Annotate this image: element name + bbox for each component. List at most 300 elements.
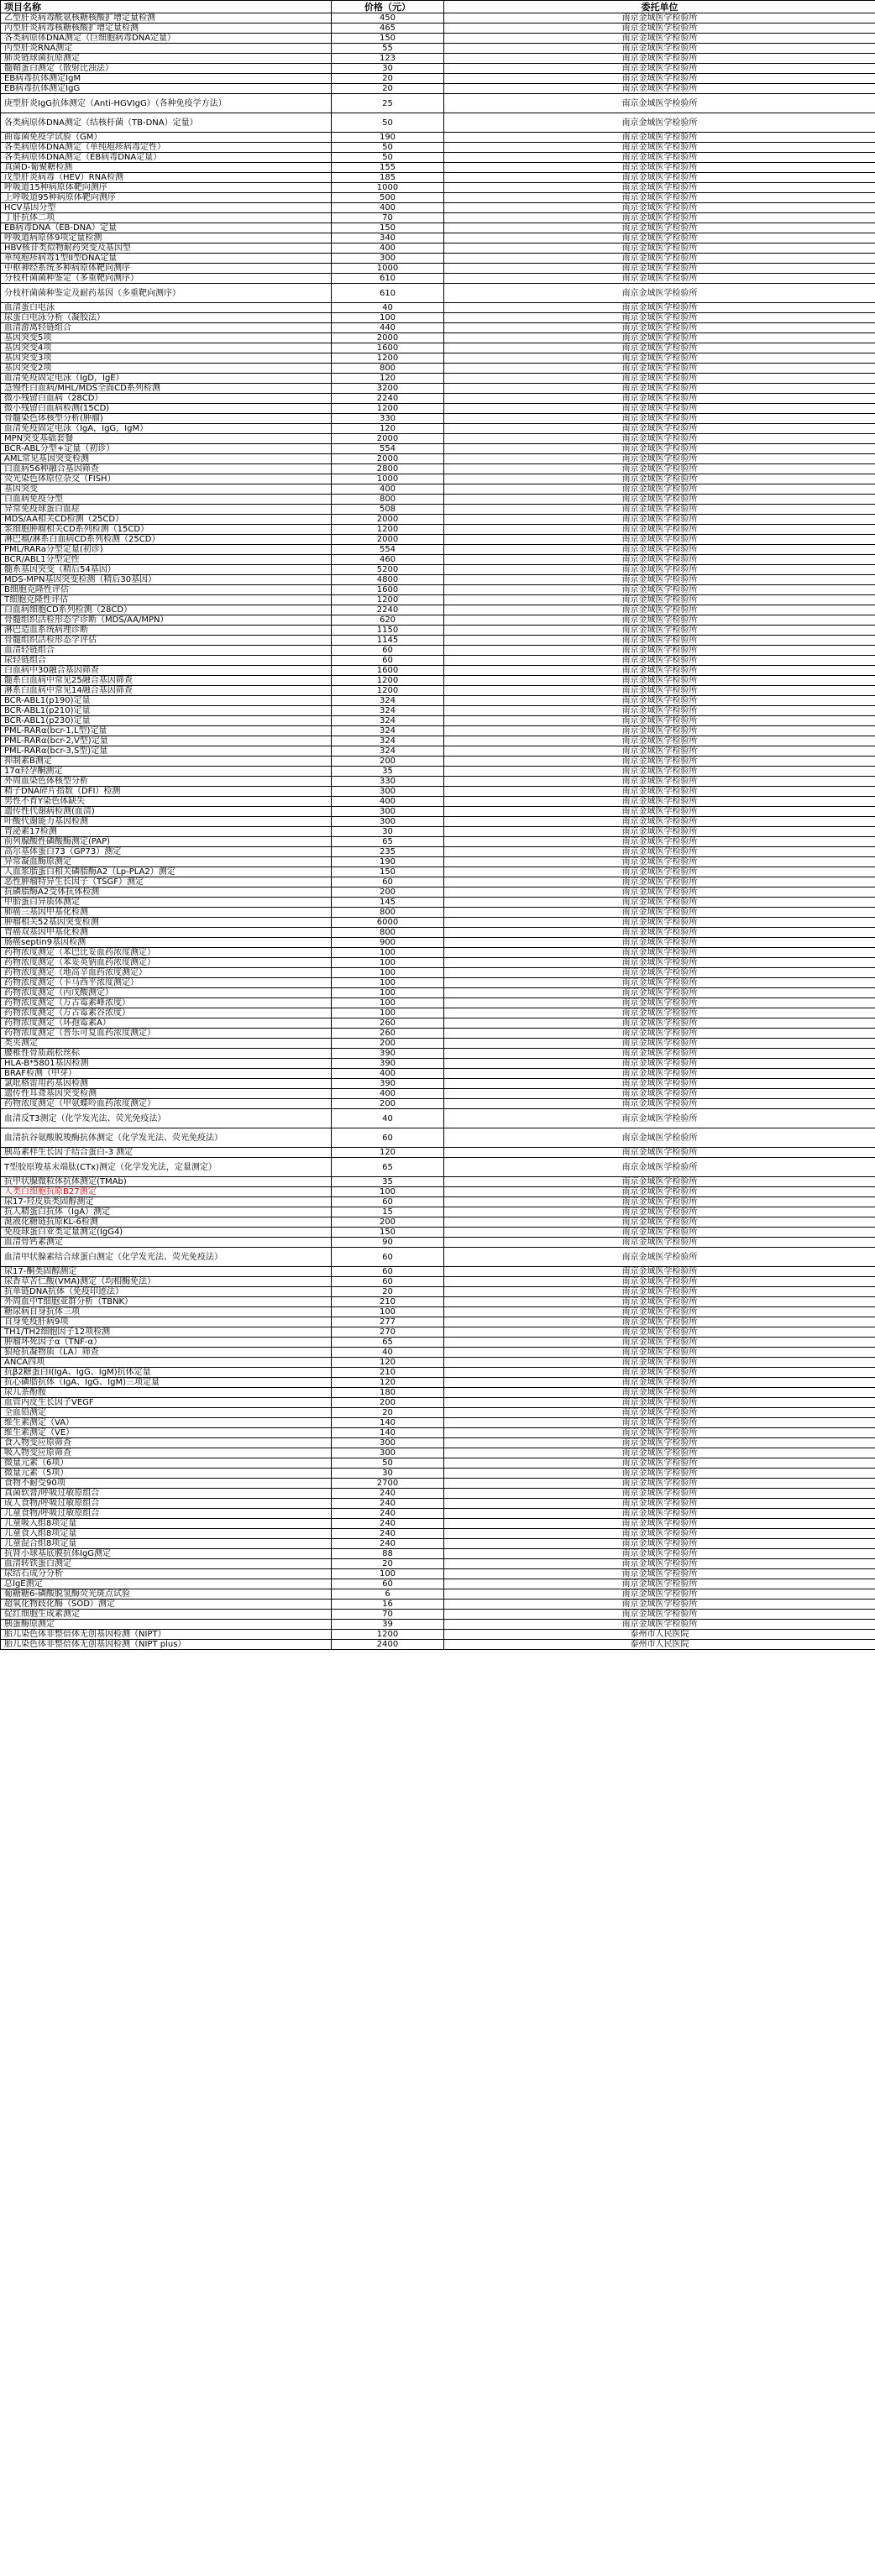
table-row [1, 434, 875, 444]
table-row [1, 817, 875, 827]
table-row [1, 1059, 875, 1069]
cell-unit: 南京金域医学检验所 [444, 515, 875, 525]
cell-price: 508 [332, 505, 444, 515]
cell-unit: 南京金域医学检验所 [444, 1287, 875, 1297]
cell-item-name: 维生素测定（VA） [1, 1418, 332, 1428]
cell-item-name: 儿童食入组8项定量 [1, 1529, 332, 1539]
cell-item-name: 微小残留白血病检测(15CD) [1, 404, 332, 414]
cell-item-name: 涎液化糖链抗原KL-6检测 [1, 1217, 332, 1228]
table-row [1, 1368, 875, 1378]
cell-price: 465 [332, 24, 444, 34]
table-row [1, 1358, 875, 1368]
table-row [1, 626, 875, 636]
cell-price: 150 [332, 223, 444, 233]
cell-price: 100 [332, 1187, 444, 1197]
cell-unit: 南京金域医学检验所 [444, 374, 875, 384]
table-row [1, 323, 875, 333]
cell-price: 60 [332, 1128, 444, 1148]
cell-item-name: 药物浓度测定（苯巴比妥血药浓度测定） [1, 948, 332, 958]
cell-price: 260 [332, 1029, 444, 1039]
cell-price: 240 [332, 1499, 444, 1509]
cell-price: 50 [332, 1458, 444, 1469]
cell-unit: 南京金域医学检验所 [444, 857, 875, 867]
cell-unit: 南京金域医学检验所 [444, 1039, 875, 1049]
cell-item-name: 促红细胞生成素测定 [1, 1610, 332, 1620]
cell-unit: 南京金域医学检验所 [444, 1079, 875, 1089]
cell-item-name: 尿结石成分分析 [1, 1569, 332, 1579]
cell-item-name: 总IgE测定 [1, 1579, 332, 1589]
cell-price: 240 [332, 1519, 444, 1529]
cell-price: 35 [332, 1177, 444, 1187]
table-row [1, 1187, 875, 1197]
table-row [1, 676, 875, 686]
table-row [1, 988, 875, 998]
cell-unit: 南京金域医学检验所 [444, 434, 875, 444]
cell-price: 554 [332, 444, 444, 454]
table-row [1, 1307, 875, 1317]
cell-unit: 南京金域医学检验所 [444, 1519, 875, 1529]
table-row [1, 1479, 875, 1489]
cell-item-name: 血清轻链组合 [1, 646, 332, 656]
cell-price: 800 [332, 495, 444, 505]
cell-item-name: 人类白细胞抗原B27测定 [1, 1187, 332, 1197]
cell-item-name: 呼吸道15种病原体靶向测序 [1, 183, 332, 193]
cell-price: 2000 [332, 515, 444, 525]
cell-unit: 南京金域医学检验所 [444, 1579, 875, 1589]
cell-item-name: AML常见基因突变检测 [1, 454, 332, 464]
table-row [1, 394, 875, 404]
cell-price: 4800 [332, 575, 444, 585]
cell-unit: 南京金域医学检验所 [444, 636, 875, 646]
table-row [1, 716, 875, 726]
cell-unit: 南京金域医学检验所 [444, 1469, 875, 1479]
cell-unit: 南京金域医学检验所 [444, 706, 875, 716]
cell-price: 200 [332, 887, 444, 898]
table-row [1, 827, 875, 837]
cell-item-name: 甲胎蛋白异质体测定 [1, 898, 332, 908]
cell-item-name: 微量元素（6项） [1, 1458, 332, 1469]
cell-price: 235 [332, 847, 444, 857]
table-row [1, 133, 875, 143]
cell-item-name: 呼吸道病原体9项定量检测 [1, 233, 332, 243]
cell-unit: 南京金域医学检验所 [444, 837, 875, 847]
cell-item-name: BCR/ABL1分型定性 [1, 555, 332, 565]
table-row [1, 1388, 875, 1398]
table-row [1, 1267, 875, 1277]
cell-price: 100 [332, 988, 444, 998]
table-row [1, 113, 875, 133]
cell-item-name: 异常凝血酶原测定 [1, 857, 332, 867]
cell-item-name: 胰蛋酶原测定 [1, 1620, 332, 1630]
cell-unit: 南京金域医学检验所 [444, 1148, 875, 1158]
cell-price: 120 [332, 374, 444, 384]
cell-item-name: 外周血中T细胞亚群分析（TBNK） [1, 1297, 332, 1307]
cell-item-name: 胎儿染色体非整倍体无创基因检测（NIPT plus） [1, 1640, 332, 1650]
cell-price: 200 [332, 1398, 444, 1408]
cell-unit: 南京金域医学检验所 [444, 484, 875, 495]
cell-unit: 南京金域医学检验所 [444, 988, 875, 998]
cell-unit: 南京金域医学检验所 [444, 1348, 875, 1358]
cell-price: 100 [332, 968, 444, 978]
cell-unit: 南京金域医学检验所 [444, 1489, 875, 1499]
cell-unit: 南京金域医学检验所 [444, 1428, 875, 1438]
table-row [1, 555, 875, 565]
cell-unit: 南京金域医学检验所 [444, 163, 875, 173]
cell-unit: 南京金域医学检验所 [444, 1529, 875, 1539]
table-row [1, 1099, 875, 1109]
cell-unit: 南京金域医学检验所 [444, 1109, 875, 1128]
table-row [1, 797, 875, 807]
cell-unit: 南京金域医学检验所 [444, 1338, 875, 1348]
table-row [1, 1039, 875, 1049]
cell-price: 100 [332, 998, 444, 1008]
table-row [1, 1589, 875, 1600]
cell-item-name: 血清甲状腺素结合球蛋白测定（化学发光法、荧光免疫法） [1, 1248, 332, 1267]
table-row [1, 686, 875, 696]
table-row [1, 1458, 875, 1469]
cell-unit: 南京金域医学检验所 [444, 1277, 875, 1287]
cell-item-name: 抗单链DNA抗体（免疫印迹法） [1, 1287, 332, 1297]
cell-unit: 南京金域医学检验所 [444, 424, 875, 434]
table-row [1, 837, 875, 847]
cell-unit: 南京金域医学检验所 [444, 1398, 875, 1408]
cell-item-name: 血清游离轻链组合 [1, 323, 332, 333]
cell-item-name: 急慢性白血病/MHL/MDS全面CD系列检测 [1, 384, 332, 394]
cell-price: 440 [332, 323, 444, 333]
cell-unit: 南京金域医学检验所 [444, 1589, 875, 1600]
cell-price: 400 [332, 1089, 444, 1099]
table-row [1, 1408, 875, 1418]
cell-item-name: 尿17-酮类固醇测定 [1, 1267, 332, 1277]
table-row [1, 1438, 875, 1448]
cell-unit: 南京金域医学检验所 [444, 1197, 875, 1207]
cell-price: 277 [332, 1317, 444, 1327]
table-row [1, 857, 875, 867]
cell-price: 100 [332, 948, 444, 958]
table-row [1, 978, 875, 988]
cell-item-name: 恶性肿瘤特异生长因子（TSGF）测定 [1, 877, 332, 887]
table-row [1, 153, 875, 163]
cell-item-name: 血清抗谷氨酸脱羧酶抗体测定（化学发光法、荧光免疫法） [1, 1128, 332, 1148]
cell-price: 1200 [332, 404, 444, 414]
cell-price: 50 [332, 153, 444, 163]
cell-unit: 南京金域医学检验所 [444, 867, 875, 877]
cell-unit: 南京金域医学检验所 [444, 978, 875, 988]
table-row [1, 746, 875, 757]
cell-unit: 南京金域医学检验所 [444, 233, 875, 243]
cell-unit: 南京金域医学检验所 [444, 827, 875, 837]
cell-price: 20 [332, 1287, 444, 1297]
cell-price: 40 [332, 1109, 444, 1128]
cell-unit: 南京金域医学检验所 [444, 1207, 875, 1217]
cell-price: 400 [332, 484, 444, 495]
cell-price: 1000 [332, 183, 444, 193]
cell-item-name: 抑制素B测定 [1, 757, 332, 767]
cell-item-name: 白血病中30融合基因筛查 [1, 666, 332, 676]
cell-unit: 南京金域医学检验所 [444, 1029, 875, 1039]
cell-price: 60 [332, 656, 444, 666]
cell-price: 390 [332, 1049, 444, 1059]
cell-item-name: 男性不育Y染色体缺失 [1, 797, 332, 807]
table-row [1, 353, 875, 364]
cell-unit: 南京金域医学检验所 [444, 605, 875, 615]
cell-item-name: 氯吡格雷用药基因检测 [1, 1079, 332, 1089]
table-row [1, 1297, 875, 1307]
cell-price: 40 [332, 1348, 444, 1358]
cell-item-name: 腰椎性骨质疏松丝标 [1, 1049, 332, 1059]
cell-unit: 南京金域医学检验所 [444, 666, 875, 676]
cell-price: 610 [332, 284, 444, 303]
cell-item-name: 白血病免疫分型 [1, 495, 332, 505]
cell-item-name: 药物浓度测定（万古霉素谷浓度） [1, 1008, 332, 1018]
cell-item-name: 曲霉菌免疫学试验（GM） [1, 133, 332, 143]
cell-unit: 南京金域医学检验所 [444, 746, 875, 757]
table-row [1, 173, 875, 183]
cell-unit: 泰州市人民医院 [444, 1640, 875, 1650]
cell-price: 100 [332, 978, 444, 988]
cell-unit: 南京金域医学检验所 [444, 1177, 875, 1187]
cell-item-name: 药物浓度测定（苯妥英钠血药浓度测定） [1, 958, 332, 968]
table-row [1, 1418, 875, 1428]
cell-item-name: T细胞克隆性评估 [1, 595, 332, 605]
cell-item-name: 各类病原体DNA测定（结核杆菌（TB-DNA）定量） [1, 113, 332, 133]
cell-price: 2700 [332, 1479, 444, 1489]
cell-unit: 南京金域医学检验所 [444, 303, 875, 313]
cell-unit: 南京金域医学检验所 [444, 938, 875, 948]
cell-unit: 南京金域医学检验所 [444, 847, 875, 857]
table-row [1, 94, 875, 113]
table-row [1, 24, 875, 34]
cell-unit: 南京金域医学检验所 [444, 343, 875, 353]
cell-item-name: 各类病原体DNA测定（单纯疱疹病毒定性） [1, 143, 332, 153]
cell-unit: 南京金域医学检验所 [444, 656, 875, 666]
cell-unit: 南京金域医学检验所 [444, 595, 875, 605]
cell-price: 900 [332, 938, 444, 948]
cell-unit: 南京金域医学检验所 [444, 74, 875, 84]
cell-unit: 南京金域医学检验所 [444, 264, 875, 274]
cell-item-name: 儿童吸入组8项定量 [1, 1519, 332, 1529]
table-row [1, 303, 875, 313]
cell-price: 2240 [332, 605, 444, 615]
cell-price: 5200 [332, 565, 444, 575]
cell-unit: 南京金域医学检验所 [444, 646, 875, 656]
table-row [1, 1489, 875, 1499]
cell-unit: 南京金域医学检验所 [444, 153, 875, 163]
table-row [1, 938, 875, 948]
cell-item-name: 药物浓度测定（甲氨蝶呤血药浓度测定） [1, 1099, 332, 1109]
cell-unit: 南京金域医学检验所 [444, 1549, 875, 1559]
cell-unit: 南京金域医学检验所 [444, 777, 875, 787]
cell-unit: 南京金域医学检验所 [444, 414, 875, 424]
table-row [1, 1128, 875, 1148]
cell-item-name: 免疫球蛋白亚类定量测定(IgG4) [1, 1228, 332, 1238]
cell-price: 3200 [332, 384, 444, 394]
table-row [1, 1217, 875, 1228]
cell-price: 123 [332, 54, 444, 64]
cell-item-name: 基因突变3项 [1, 353, 332, 364]
cell-unit: 南京金域医学检验所 [444, 1569, 875, 1579]
table-row [1, 1148, 875, 1158]
cell-item-name: 血清转铁蛋白测定 [1, 1559, 332, 1569]
cell-price: 140 [332, 1428, 444, 1438]
cell-item-name: 精子DNA碎片指数（DFI）检测 [1, 787, 332, 797]
cell-unit: 南京金域医学检验所 [444, 394, 875, 404]
cell-item-name: 分枝杆菌菌种鉴定（多重靶向测序） [1, 274, 332, 284]
cell-unit: 南京金域医学检验所 [444, 1408, 875, 1418]
cell-unit: 南京金域医学检验所 [444, 887, 875, 898]
cell-price: 1150 [332, 626, 444, 636]
table-row [1, 1569, 875, 1579]
table-body [1, 13, 875, 1650]
cell-price: 400 [332, 797, 444, 807]
cell-unit: 南京金域医学检验所 [444, 505, 875, 515]
cell-price: 70 [332, 1610, 444, 1620]
cell-price: 60 [332, 1579, 444, 1589]
cell-item-name: BCR-ABL1(p230)定量 [1, 716, 332, 726]
cell-unit: 南京金域医学检验所 [444, 1509, 875, 1519]
cell-price: 65 [332, 837, 444, 847]
cell-unit: 南京金域医学检验所 [444, 626, 875, 636]
table-row [1, 636, 875, 646]
cell-unit: 南京金域医学检验所 [444, 1238, 875, 1248]
cell-price: 20 [332, 1559, 444, 1569]
cell-unit: 南京金域医学检验所 [444, 213, 875, 223]
cell-item-name: TH1/TH2细胞因子12项检测 [1, 1327, 332, 1338]
cell-item-name: 儿童食物/呼吸过敏原组合 [1, 1509, 332, 1519]
cell-price: 25 [332, 94, 444, 113]
table-row [1, 505, 875, 515]
cell-item-name: 17α羟孕酮测定 [1, 767, 332, 777]
cell-unit: 南京金域医学检验所 [444, 464, 875, 474]
cell-item-name: 血清骨钙素测定 [1, 1238, 332, 1248]
table-row [1, 958, 875, 968]
cell-unit: 南京金域医学检验所 [444, 676, 875, 686]
table-row [1, 374, 875, 384]
cell-price: 2000 [332, 535, 444, 545]
cell-price: 6 [332, 1589, 444, 1600]
table-row [1, 1338, 875, 1348]
table-row [1, 1029, 875, 1039]
table-row [1, 847, 875, 857]
cell-item-name: 外周血染色体核型分析 [1, 777, 332, 787]
cell-price: 1200 [332, 676, 444, 686]
cell-unit: 南京金域医学检验所 [444, 133, 875, 143]
cell-item-name: EB病毒抗体测定IgM [1, 74, 332, 84]
table-row [1, 565, 875, 575]
table-row [1, 1248, 875, 1267]
cell-item-name: 狼疮抗凝物质（LA）筛查 [1, 1348, 332, 1358]
cell-unit: 南京金域医学检验所 [444, 34, 875, 44]
cell-price: 200 [332, 1039, 444, 1049]
cell-item-name: 人血浆脂蛋白相关磷脂酶A2（Lp-PLA2）测定 [1, 867, 332, 877]
cell-price: 390 [332, 1079, 444, 1089]
cell-unit: 南京金域医学检验所 [444, 1248, 875, 1267]
cell-item-name: 高尔基体蛋白73（GP73）测定 [1, 847, 332, 857]
table-row [1, 1109, 875, 1128]
cell-item-name: 胎儿染色体非整倍体无创基因检测（NIPT） [1, 1630, 332, 1640]
cell-price: 240 [332, 1539, 444, 1549]
cell-unit: 南京金域医学检验所 [444, 545, 875, 555]
table-row [1, 736, 875, 746]
table-row [1, 444, 875, 454]
cell-price: 180 [332, 1388, 444, 1398]
cell-item-name: PML-RARα(bcr-1,L型)定量 [1, 726, 332, 736]
cell-item-name: 吸入物变应原筛查 [1, 1448, 332, 1458]
table-row [1, 1559, 875, 1569]
table-row [1, 575, 875, 585]
cell-price: 120 [332, 424, 444, 434]
table-row [1, 34, 875, 44]
cell-unit: 南京金域医学检验所 [444, 908, 875, 918]
cell-item-name: 中枢神经系统多种病原体靶向测序 [1, 264, 332, 274]
cell-price: 100 [332, 1008, 444, 1018]
table-row [1, 223, 875, 233]
cell-price: 30 [332, 64, 444, 74]
cell-unit: 南京金域医学检验所 [444, 1358, 875, 1368]
cell-item-name: ANCA四项 [1, 1358, 332, 1368]
table-row [1, 515, 875, 525]
cell-unit: 南京金域医学检验所 [444, 1539, 875, 1549]
cell-price: 16 [332, 1600, 444, 1610]
table-row [1, 767, 875, 777]
cell-item-name: 药物浓度测定（环孢霉素A） [1, 1018, 332, 1029]
cell-unit: 南京金域医学检验所 [444, 928, 875, 938]
cell-unit: 南京金域医学检验所 [444, 898, 875, 908]
cell-unit: 南京金域医学检验所 [444, 1267, 875, 1277]
table-row [1, 605, 875, 615]
cell-item-name: 尿蛋白电泳分析（凝胶法） [1, 313, 332, 323]
table-row [1, 1177, 875, 1187]
table-row [1, 1600, 875, 1610]
cell-unit: 南京金域医学检验所 [444, 807, 875, 817]
cell-unit: 南京金域医学检验所 [444, 1448, 875, 1458]
cell-unit: 南京金域医学检验所 [444, 1297, 875, 1307]
cell-price: 2400 [332, 1640, 444, 1650]
table-row [1, 484, 875, 495]
cell-price: 60 [332, 1267, 444, 1277]
cell-unit: 南京金域医学检验所 [444, 1438, 875, 1448]
cell-price: 300 [332, 807, 444, 817]
table-row [1, 807, 875, 817]
cell-price: 400 [332, 243, 444, 254]
cell-price: 150 [332, 1228, 444, 1238]
cell-unit: 南京金域医学检验所 [444, 968, 875, 978]
table-row [1, 333, 875, 343]
cell-price: 100 [332, 313, 444, 323]
cell-item-name: 丙型肝炎RNA测定 [1, 44, 332, 54]
cell-item-name: 胃癌双基因甲基化检测 [1, 928, 332, 938]
cell-price: 300 [332, 787, 444, 797]
cell-unit: 南京金域医学检验所 [444, 696, 875, 706]
cell-price: 1600 [332, 343, 444, 353]
cell-item-name: PML/RARa分型定量(初诊) [1, 545, 332, 555]
table-row [1, 464, 875, 474]
header-unit: 委托单位 [444, 1, 875, 13]
table-row [1, 1327, 875, 1338]
cell-price: 60 [332, 646, 444, 656]
cell-unit: 南京金域医学检验所 [444, 1600, 875, 1610]
cell-item-name: 抗β2糖蛋白I(IgA、IgG、IgM)抗体定量 [1, 1368, 332, 1378]
cell-item-name: 食物不耐受90项 [1, 1479, 332, 1489]
table-row [1, 928, 875, 938]
cell-price: 300 [332, 254, 444, 264]
cell-item-name: 上呼吸道95种病原体靶向测序 [1, 193, 332, 203]
cell-price: 300 [332, 1448, 444, 1458]
cell-item-name: BCR-ABL1(p210)定量 [1, 706, 332, 716]
cell-price: 800 [332, 908, 444, 918]
table-row [1, 787, 875, 797]
table-row [1, 706, 875, 716]
